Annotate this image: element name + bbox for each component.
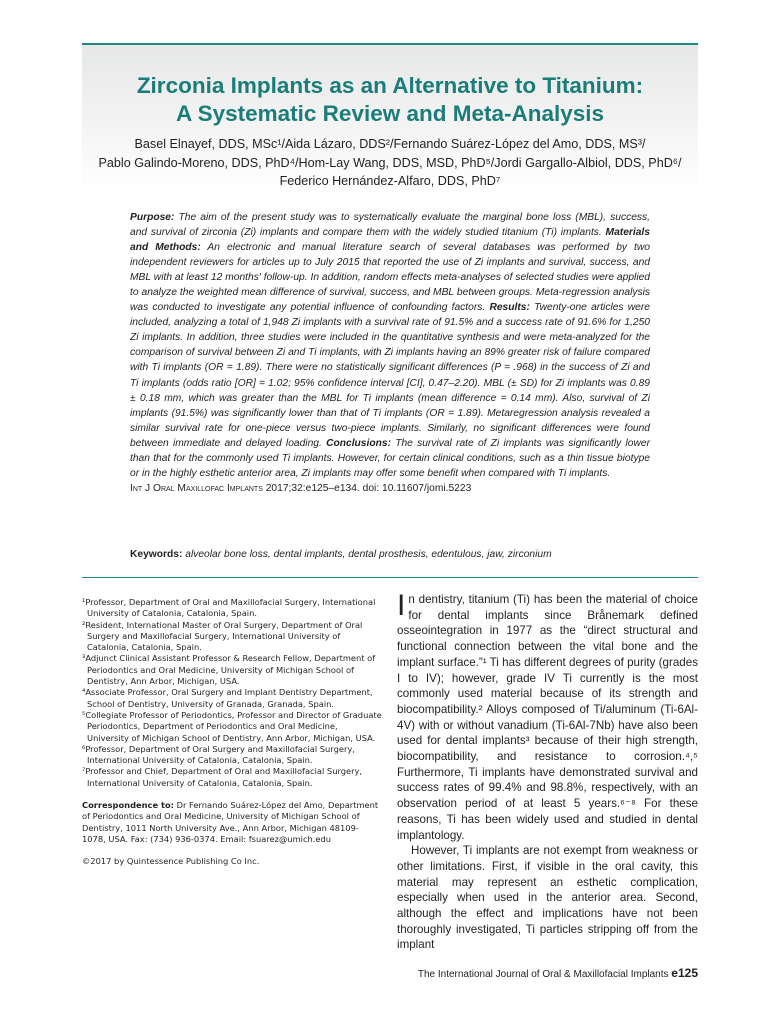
abstract — [130, 210, 650, 496]
body-paragraph-1 — [397, 589, 698, 843]
keywords — [130, 549, 650, 560]
affiliation-4: ⁴Associate Professor, Oral Surgery and Implant Dentistry Department, School of Dentistry, University of Granada, Granada, Spain. — [82, 687, 373, 709]
affiliation-5: ⁵Collegiate Professor of Periodontics, Professor and Director of Graduate Periodontics, Department of Periodontics and Oral Medicine, University of Michigan School of Dentistry, Ann Arbor, Michigan, USA. — [82, 709, 382, 743]
author-line-2: Pablo Galindo-Moreno, DDS, PhD⁴/Hom-Lay Wang, DDS, MSD, PhD⁵/Jordi Gargallo-Albiol, DDS, PhD⁶/ — [98, 155, 682, 170]
author-line-3: Federico Hernández-Alfaro, DDS, PhD⁷ — [279, 174, 501, 188]
results-label: Results: — [489, 302, 530, 314]
body-text — [397, 589, 698, 953]
affiliation-6: ⁶Professor, Department of Oral Surgery and Maxillofacial Surgery, International University of Catalonia, Catalonia, Spain. — [82, 743, 355, 766]
purpose-text: The aim of the present study was to systematically evaluate the marginal bone loss (MBL), success, and survival of zirconia (Zi) implants and compare them with the widely studied titanium (Ti) implants. — [130, 212, 650, 239]
affiliation-3: ³Adjunct Clinical Assistant Professor & Research Fellow, Department of Periodontics and Oral Medicine, University of Michigan School of Dentistry, Ann Arbor, Michigan, USA. — [82, 653, 376, 687]
author-list — [82, 135, 698, 191]
affiliation-1: ¹Professor, Department of Oral and Maxillofacial Surgery, International University of Catalonia, Catalonia, Spain. — [82, 597, 376, 619]
author-line-1: Basel Elnayef, DDS, MSc¹/Aida Lázaro, DDS²/Fernando Suárez-López del Amo, DDS, MS³/ — [134, 137, 646, 151]
body-paragraph-2: However, Ti implants are not exempt from weakness or other limitations. First, if visible in the oral cavity, this material may represent an esthetic complication, especially when used in the anterior area. Second, although the effect and implications have not been thoroughly investigated, Ti particles stripping off from the implant — [397, 844, 698, 952]
body-paragraph-1-text: n dentistry, titanium (Ti) has been the material of choice for dental implants since Brånemark defined osseointegration in 1977 as the “direct structural and functional connection between the vital bone and the implant surface.”¹ Ti has different degrees of purity (grades I to IV); however, grade IV Ti currently is the most commonly used material because of its strength and biocompatibility.² Alloys composed of Ti/aluminum (Ti-6Al-4V) with or without vanadium (Ti-6Al-7Nb) have also been used for dental implants³ because of their high strength, biocompatibility, and resistance to corrosion.⁴,⁵ Furthermore, Ti implants have demonstrated survival and success rates of 99.4% and 98.8%, respectively, with an observation period of at least 5 years.⁶⁻⁸ For these reasons, Ti has been widely used and studied in dental implantology. — [397, 593, 698, 842]
article-title-line-1: Zirconia Implants as an Alternative to Titanium: — [136, 73, 644, 98]
citation-details: 2017;32:e125–e134. doi: 10.11607/jomi.5223 — [262, 482, 472, 494]
conclusions-label: Conclusions: — [326, 437, 391, 449]
section-divider — [82, 577, 698, 578]
citation-journal: Int J Oral Maxillofac Implants — [130, 482, 263, 494]
drop-cap: I — [397, 589, 406, 622]
page-footer — [418, 966, 698, 980]
conclusions-text: The survival rate of Zi implants was significantly lower than that for the commonly used Ti implants. However, for certain clinical conditions, such as a thin tissue biotype or in the highly esthetic anterior area, Zi implants may offer some benefit when compared with Ti implants. — [130, 437, 651, 479]
copyright-notice: ©2017 by Quintessence Publishing Co Inc. — [82, 856, 260, 867]
keywords-label: Keywords: — [130, 549, 183, 560]
correspondence-text: Dr Fernando Suárez-López del Amo, Department of Periodontics and Oral Medicine, University of Michigan School of Dentistry, 1011 North University Ave., Ann Arbor, Michigan 48109-1078, USA. Fax: (734) 936-0374. Email: fsuarez@umich.edu — [82, 800, 379, 844]
affiliation-footnotes — [82, 597, 382, 876]
correspondence — [82, 800, 382, 845]
methods-text: An electronic and manual literature search of several databases was performed by two independent reviewers for articles up to July 2015 that reported the use of Zi implants and survival, success, and MBL with at least 12 months' follow-up. In addition, random effects meta-analyses of selected studies were applied to analyze the weighted mean difference of survival, success, and MBL between groups. Meta-regression analysis was conducted to investigate any potential influence of confounding factors. — [130, 242, 650, 314]
methods-label: Materials and Methods: — [130, 227, 650, 254]
affiliation-2: ²Resident, International Master of Oral Surgery, Department of Oral Surgery and Maxillofacial Surgery, International University of Catalonia, Catalonia, Spain. — [82, 619, 363, 653]
keywords-text: alveolar bone loss, dental implants, dental prosthesis, edentulous, jaw, zirconium — [182, 549, 552, 560]
correspondence-label: Correspondence to: — [82, 800, 174, 811]
affiliation-7: ⁷Professor and Chief, Department of Oral and Maxillofacial Surgery, International University of Catalonia, Catalonia, Spain. — [82, 766, 363, 788]
article-title — [82, 72, 698, 128]
page-number: e125 — [671, 966, 698, 980]
purpose-label: Purpose: — [130, 212, 175, 223]
results-text: Twenty-one articles were included, analyzing a total of 1,948 Zi implants with a survival rate of 91.5% and a success rate of 91.6% for 1,250 Zi implants. In addition, three studies were included in the quantitative synthesis and were meta-analyzed for the comparison of survival between Zi and Ti implants, with Zi implants having an 89% greater risk of failure compared with Ti implants (OR = 1.89). There were no statistically significant differences (P = .968) in the success of Zi and Ti implants (odds ratio [OR] = 1.02; 95% confidence interval [CI], 0.47–2.20). MBL (± SD) for Zi implants was 0.89 ± 0.18 mm, which was greater than the MBL for Ti implants (mean difference = 0.14 mm). Also, survival of Zi implants (91.5%) was significantly lower than that of Ti implants (OR = 1.89). Metaregression analysis revealed a similar survival rate for one-piece versus two-piece implants. Similarly, no significant differences were found between immediate and delayed loading. — [130, 302, 650, 449]
footer-journal-name: The International Journal of Oral & Maxillofacial Implants — [417, 969, 672, 980]
article-title-line-2: A Systematic Review and Meta-Analysis — [175, 101, 605, 126]
